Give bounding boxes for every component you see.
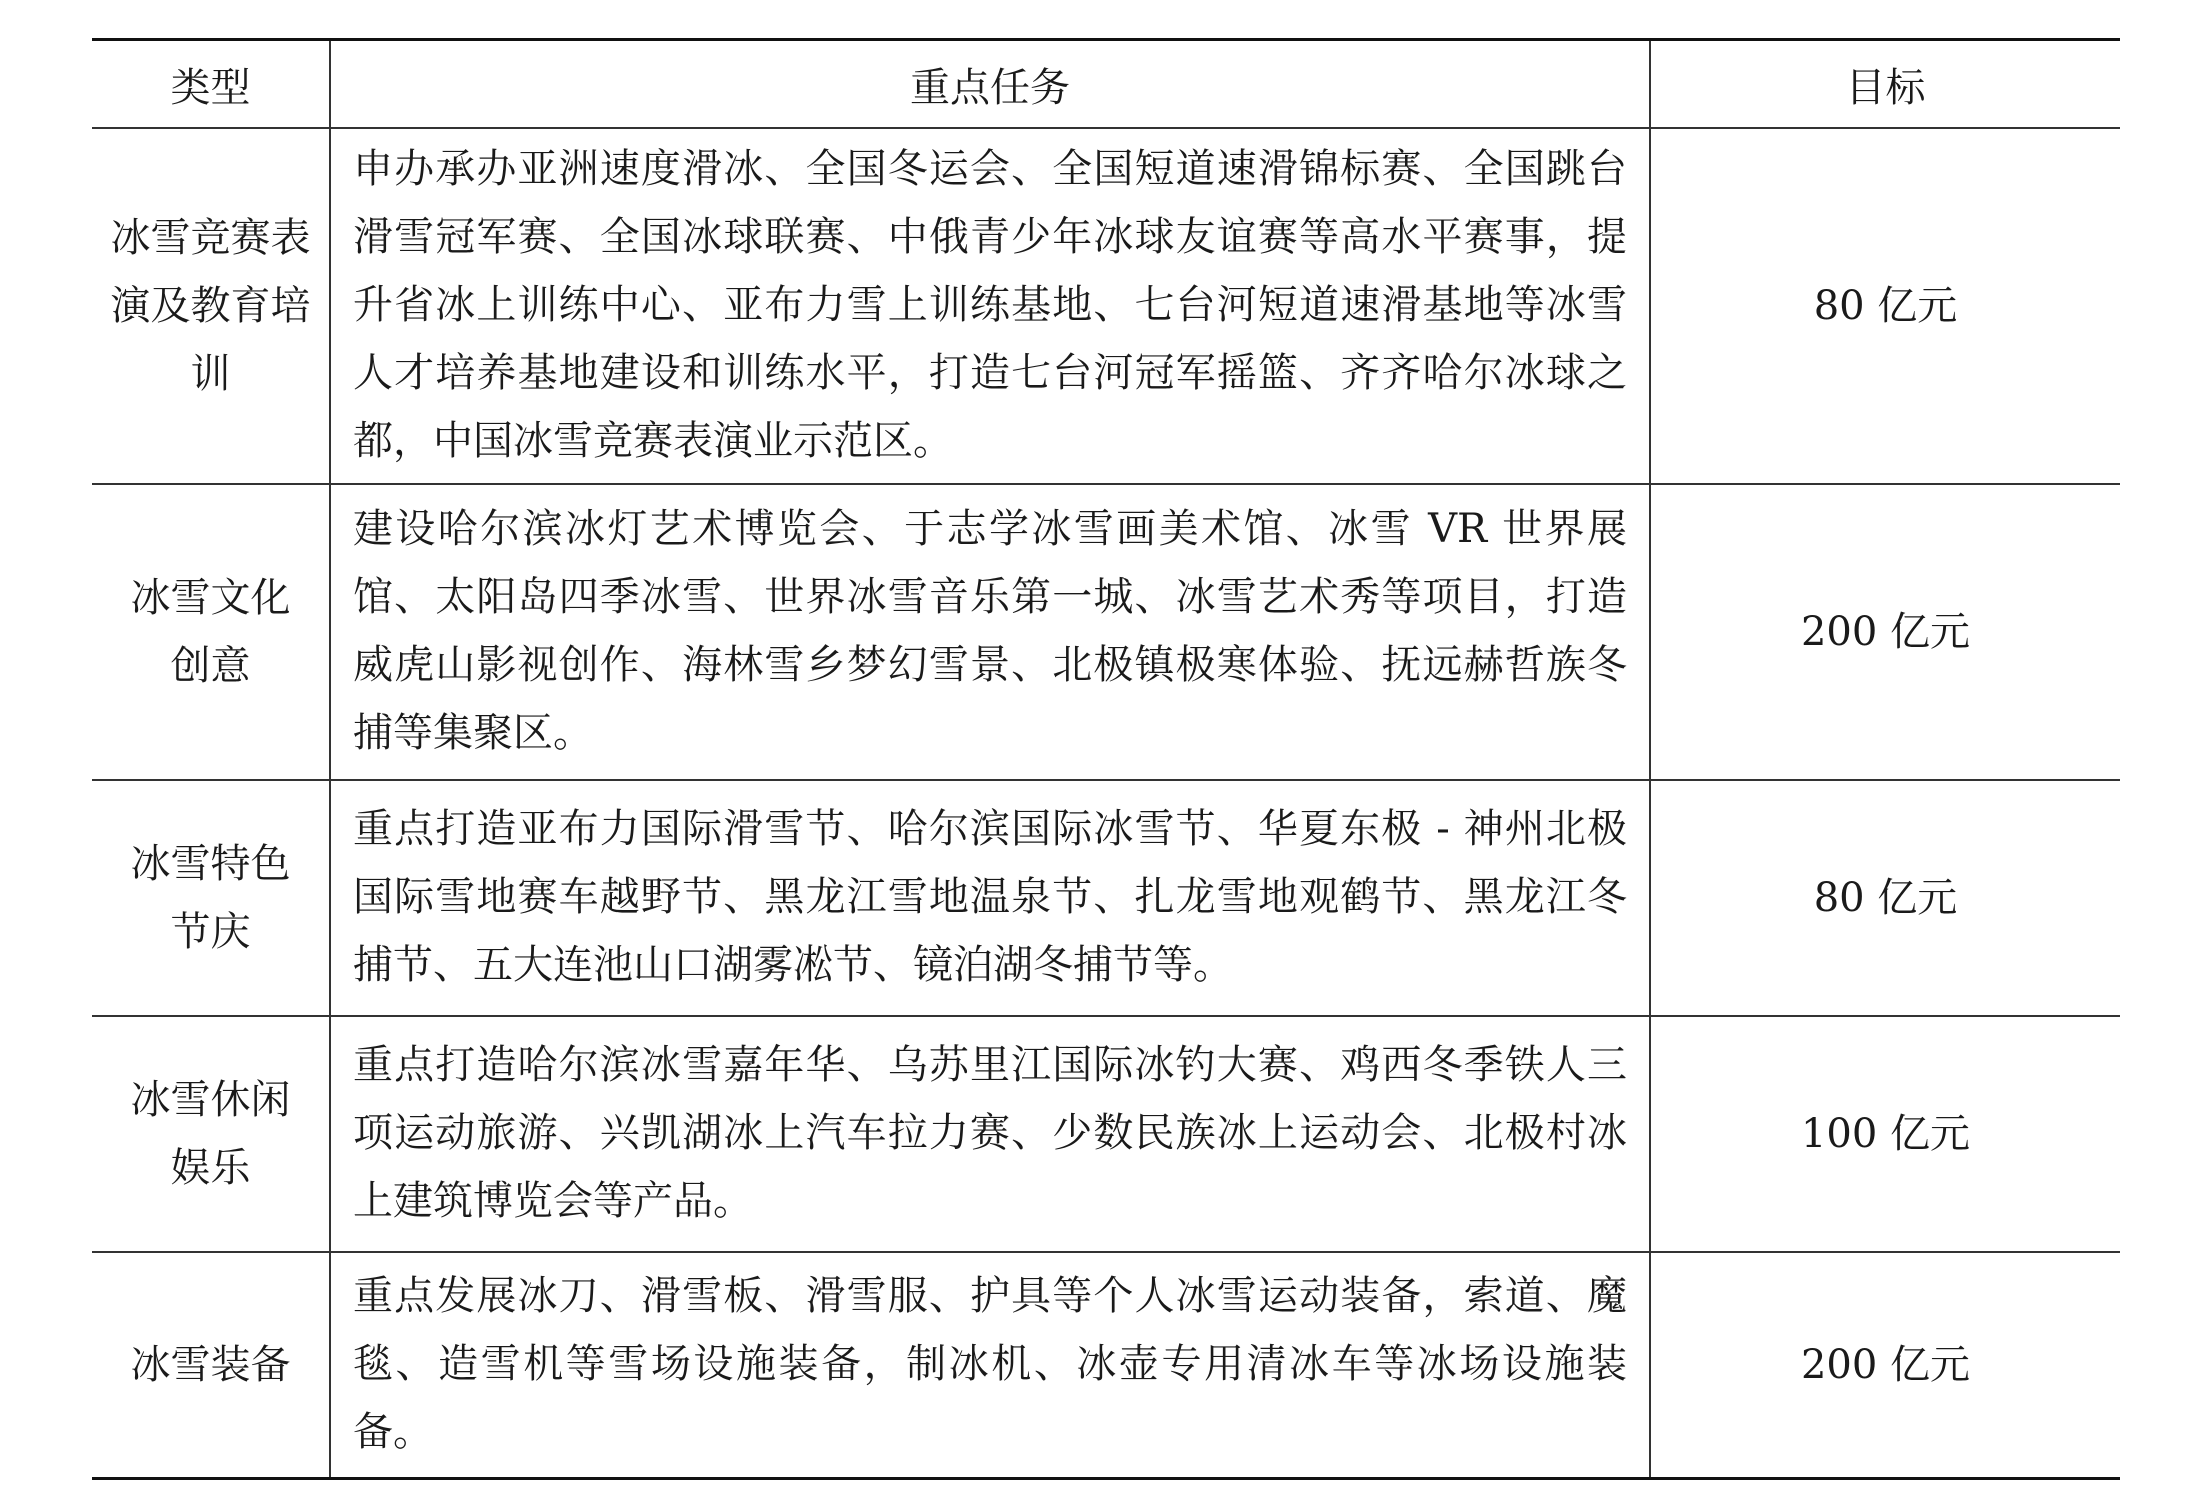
- row-task-cell: 重点发展冰刀、滑雪板、滑雪服、护具等个人冰雪运动装备，索道、魔毯、造雪机等雪场设施装备，制冰机、冰壶专用清冰车等冰场设施装备。: [330, 1252, 1650, 1478]
- table-row: [92, 780, 2120, 1016]
- row-task-cell: 申办承办亚洲速度滑冰、全国冬运会、全国短道速滑锦标赛、全国跳台滑雪冠军赛、全国冰球联赛、中俄青少年冰球友谊赛等高水平赛事，提升省冰上训练中心、亚布力雪上训练基地、七台河短道速滑基地等冰雪人才培养基地建设和训练水平，打造七台河冠军摇篮、齐齐哈尔冰球之都，中国冰雪竞赛表演业示范区。: [330, 128, 1650, 484]
- row-type-cell: 冰雪休闲娱乐: [92, 1016, 330, 1252]
- row-target-cell: 80 亿元: [1650, 128, 2120, 484]
- row-task-cell: 重点打造亚布力国际滑雪节、哈尔滨国际冰雪节、华夏东极 - 神州北极国际雪地赛车越野节、黑龙江雪地温泉节、扎龙雪地观鹤节、黑龙江冬捕节、五大连池山口湖雾凇节、镜泊湖冬捕节等。: [330, 780, 1650, 1016]
- table-row: [92, 1016, 2120, 1252]
- table-row: [92, 128, 2120, 484]
- row-type-cell: 冰雪装备: [92, 1252, 330, 1478]
- tasks-table-container: [92, 38, 2120, 1480]
- table-header: [92, 40, 2120, 129]
- row-target-cell: 200 亿元: [1650, 1252, 2120, 1478]
- header-row: [92, 40, 2120, 129]
- row-task-cell: 重点打造哈尔滨冰雪嘉年华、乌苏里江国际冰钓大赛、鸡西冬季铁人三项运动旅游、兴凯湖冰上汽车拉力赛、少数民族冰上运动会、北极村冰上建筑博览会等产品。: [330, 1016, 1650, 1252]
- table-row: [92, 484, 2120, 780]
- table-body: [92, 128, 2120, 1478]
- row-type-cell: 冰雪特色节庆: [92, 780, 330, 1016]
- row-target-cell: 100 亿元: [1650, 1016, 2120, 1252]
- row-type-cell: 冰雪竞赛表演及教育培训: [92, 128, 330, 484]
- row-task-cell: 建设哈尔滨冰灯艺术博览会、于志学冰雪画美术馆、冰雪 VR 世界展馆、太阳岛四季冰雪、世界冰雪音乐第一城、冰雪艺术秀等项目，打造威虎山影视创作、海林雪乡梦幻雪景、北极镇极寒体验、抚远赫哲族冬捕等集聚区。: [330, 484, 1650, 780]
- row-target-cell: 80 亿元: [1650, 780, 2120, 1016]
- row-type-cell: 冰雪文化创意: [92, 484, 330, 780]
- header-type: 类型: [92, 40, 330, 129]
- row-target-cell: 200 亿元: [1650, 484, 2120, 780]
- header-target: 目标: [1650, 40, 2120, 129]
- header-task: 重点任务: [330, 40, 1650, 129]
- tasks-table: [92, 38, 2120, 1480]
- table-row: [92, 1252, 2120, 1478]
